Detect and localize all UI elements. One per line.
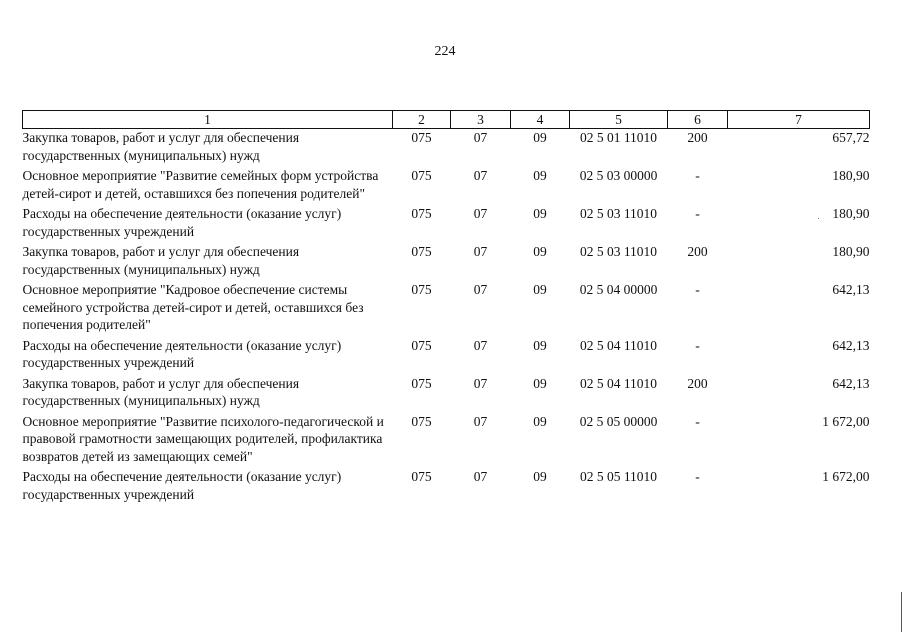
section-code: 07 [473,375,488,391]
table-row [23,167,870,205]
row-description: Закупка товаров, работ и услуг для обеспечения государственных (муниципальных) нужд [22,130,300,163]
table-row [23,468,870,506]
scan-speck [818,218,819,219]
ministry-code: 075 [411,168,432,183]
column-header-1: 1 [23,111,393,129]
expense-type-code: 200 [687,130,708,145]
row-description: Основное мероприятие "Развитие психолого-педагогической и правовой грамотности замещающих родителей, профилактика возвратов детей из замещающих семей" [22,413,384,464]
ministry-code: 075 [411,469,432,484]
table-row [23,337,870,375]
ministry-code: 075 [411,375,432,391]
target-article-code: 02 5 04 11010 [579,375,658,391]
column-header-7: 7 [728,111,870,129]
amount-value: 180,90 [832,206,870,221]
section-code: 07 [473,130,488,145]
column-header-6: 6 [668,111,728,129]
table-body [23,129,870,507]
subsection-code: 09 [533,168,547,183]
expense-type-code: - [695,282,700,297]
table-row [23,281,870,337]
subsection-code: 09 [533,413,547,429]
target-article-code: 02 5 01 11010 [579,130,658,145]
section-code: 07 [473,168,488,183]
table-row [23,413,870,469]
amount-value: 180,90 [832,168,870,183]
row-description: Основное мероприятие "Развитие семейных форм устройства детей-сирот и детей, оставшихся без попечения родителей" [22,168,379,201]
target-article-code: 02 5 04 00000 [579,282,658,297]
table-row [23,375,870,413]
subsection-code: 09 [533,469,547,484]
column-header-2: 2 [393,111,451,129]
row-description: Расходы на обеспечение деятельности (оказание услуг) государственных учреждений [22,206,342,239]
table-row [23,243,870,281]
target-article-code: 02 5 05 11010 [579,469,658,484]
amount-value: 642,13 [832,337,870,353]
column-header-4: 4 [511,111,570,129]
ministry-code: 075 [411,337,432,353]
table-row [23,129,870,168]
section-code: 07 [473,206,488,221]
amount-value: 642,13 [832,375,870,391]
row-description: Расходы на обеспечение деятельности (оказание услуг) государственных учреждений [22,469,342,502]
amount-value: 1 672,00 [822,413,870,429]
target-article-code: 02 5 04 11010 [579,337,658,353]
expense-type-code: - [695,413,700,429]
header-row [23,111,870,129]
amount-value: 657,72 [832,130,870,145]
expense-type-code: - [695,168,700,183]
ministry-code: 075 [411,206,432,221]
section-code: 07 [473,337,488,353]
target-article-code: 02 5 05 00000 [579,413,658,429]
expense-type-code: 200 [687,244,708,259]
budget-table [22,110,870,506]
row-description: Закупка товаров, работ и услуг для обеспечения государственных (муниципальных) нужд [22,375,300,408]
row-description: Закупка товаров, работ и услуг для обеспечения государственных (муниципальных) нужд [22,244,300,277]
subsection-code: 09 [533,337,547,353]
column-header-3: 3 [451,111,511,129]
target-article-code: 02 5 03 00000 [579,168,658,183]
expense-type-code: - [695,337,700,353]
subsection-code: 09 [533,206,547,221]
amount-value: 180,90 [832,244,870,259]
column-header-5: 5 [570,111,668,129]
amount-value: 642,13 [832,282,870,297]
page-number: 224 [434,44,456,59]
subsection-code: 09 [533,244,547,259]
target-article-code: 02 5 03 11010 [579,244,658,259]
row-description: Расходы на обеспечение деятельности (оказание услуг) государственных учреждений [22,337,342,370]
expense-type-code: - [695,469,700,484]
target-article-code: 02 5 03 11010 [579,206,658,221]
subsection-code: 09 [533,375,547,391]
ministry-code: 075 [411,130,432,145]
table-row [23,205,870,243]
subsection-code: 09 [533,282,547,297]
ministry-code: 075 [411,282,432,297]
section-code: 07 [473,469,488,484]
section-code: 07 [473,413,488,429]
section-code: 07 [473,282,488,297]
subsection-code: 09 [533,130,547,145]
ministry-code: 075 [411,413,432,429]
scan-edge-mark [901,592,902,632]
expense-type-code: - [695,206,700,221]
ministry-code: 075 [411,244,432,259]
section-code: 07 [473,244,488,259]
row-description: Основное мероприятие "Кадровое обеспечение системы семейного устройства детей-сирот и детей, оставшихся без попечения родителей" [22,282,364,332]
amount-value: 1 672,00 [822,469,870,484]
expense-type-code: 200 [687,375,708,391]
